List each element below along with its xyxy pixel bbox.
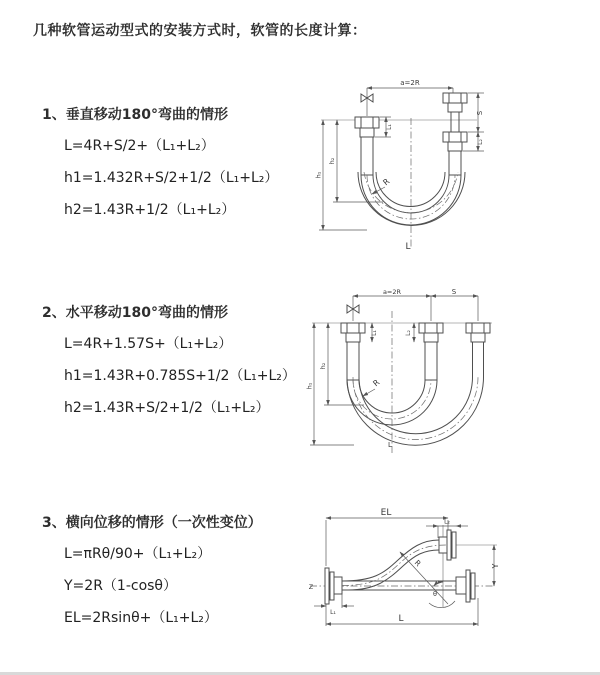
- right-flange-fitting: [456, 570, 475, 602]
- page-title: 几种软管运动型式的安装方式时，软管的长度计算：: [33, 23, 367, 39]
- dim-label-end1: L₁: [371, 330, 378, 336]
- section-1-heading: 1、垂直移动180°弯曲的情形: [42, 107, 228, 123]
- dim-label-end1: L₁: [386, 124, 393, 130]
- section-vertical-travel: [42, 104, 317, 233]
- dim-label-length: L: [405, 242, 411, 252]
- dim-label-end2: L₂: [405, 330, 412, 336]
- dim-label-stroke: S: [451, 288, 457, 296]
- section-2-heading: 2、水平移动180°弯曲的情形: [42, 305, 228, 321]
- dimension-lines: [310, 296, 478, 445]
- dim-label-height2: h₂: [319, 362, 327, 370]
- dim-label-radius: R: [381, 176, 392, 188]
- section-horizontal-travel: [42, 302, 317, 431]
- hose-s-curve: [342, 540, 447, 590]
- section-3-heading: 3、横向位移的情形（一次性变位）: [42, 515, 262, 531]
- left-hose-fitting: [341, 323, 365, 380]
- dim-label-angle: θ: [433, 590, 437, 598]
- dim-label-length: L: [398, 614, 404, 624]
- formula-L: L=πRθ/90+（L₁+L₂）: [64, 546, 212, 562]
- dim-label-radius: R: [412, 558, 423, 569]
- diagram-labels: [306, 288, 457, 449]
- section-lateral-offset: [42, 512, 317, 641]
- dim-label-span: a=2R: [382, 288, 402, 296]
- formula-h2: h2=1.43R+1/2（L₁+L₂）: [64, 202, 236, 218]
- formula-Y: Y=2R（1-cosθ）: [64, 578, 177, 594]
- dim-label-el: EL: [380, 508, 392, 518]
- diagram-vertical-travel: [315, 72, 592, 264]
- dim-label-offset: Y: [491, 563, 500, 569]
- left-hose-fitting: [355, 117, 379, 175]
- left-flange-fitting: [325, 568, 342, 604]
- formula-h1: h1=1.43R+0.785S+1/2（L₁+L₂）: [64, 368, 296, 384]
- formula-h2: h2=1.43R+S/2+1/2（L₁+L₂）: [64, 400, 270, 416]
- radius-leader: [363, 389, 375, 396]
- dim-label-length: L: [388, 441, 392, 449]
- dim-label-height1: h₁: [315, 171, 323, 179]
- dim-label-height2: h₂: [328, 157, 336, 165]
- hose-u-curves: [358, 172, 465, 225]
- dim-label-end2: L₂: [477, 139, 484, 145]
- diagram-horizontal-travel: [306, 283, 600, 463]
- dim-label-end2: L₂: [444, 518, 450, 526]
- formula-L: L=4R+1.57S+（L₁+L₂）: [64, 336, 233, 352]
- dim-label-stroke: S: [476, 110, 484, 116]
- formula-EL: EL=2Rsinθ+（L₁+L₂）: [64, 610, 218, 626]
- diagram-lateral-offset: [298, 502, 600, 644]
- formula-h1: h1=1.432R+S/2+1/2（L₁+L₂）: [64, 170, 279, 186]
- dim-label-radius: R: [371, 377, 382, 389]
- middle-hose-fitting: [419, 323, 443, 380]
- dim-label-height1: h₁: [306, 382, 314, 390]
- right-hose-fitting: [443, 93, 467, 175]
- formula-L: L=4R+S/2+（L₁+L₂）: [64, 138, 215, 154]
- hose-u-curves: [347, 377, 484, 445]
- diagram-labels: [309, 508, 500, 624]
- dim-label-axis: Z: [308, 583, 314, 591]
- dim-label-end1: L₁: [330, 609, 336, 616]
- shifted-hose-fitting: [466, 323, 490, 377]
- dim-label-span: a=2R: [400, 79, 420, 87]
